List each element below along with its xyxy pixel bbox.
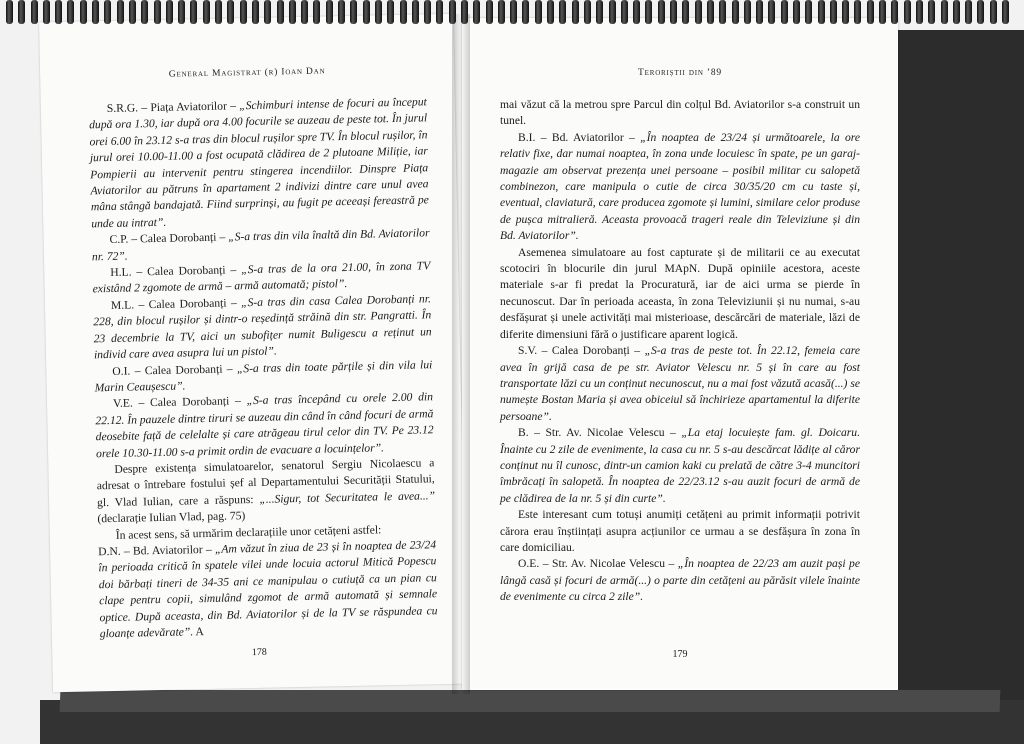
spiral-ring [203,0,210,24]
spiral-ring [793,0,800,24]
spiral-ring [682,0,689,24]
spiral-ring [436,0,443,24]
spiral-ring [609,0,616,24]
spiral-ring [387,0,394,24]
spiral-ring [719,0,726,24]
spiral-ring [154,0,161,24]
spiral-ring [461,0,468,24]
spiral-ring [289,0,296,24]
para-quote: „În noaptea de 23/24 și următoarele, la ore relativ fixe, dar numai noaptea, în zona unde locuiesc în spate, pe un garaj-magazie am observat prezența unei persoane – posibil militar cu salopetă combinezon, care manipula o cutie de circa 30/35/20 cm cu taste și, eventual, claviatură, care producea zgomote și lumini, similare celor produse de pușca mitralieră. Aceasta provoacă trageri reale din Televiziune și din Bd. Aviatorilor”. [500,130,860,243]
spiral-ring [43,0,50,24]
spiral-ring [104,0,111,24]
spiral-ring [166,0,173,24]
spiral-ring [768,0,775,24]
spiral-ring [547,0,554,24]
para-quote: „S-a tras de peste tot. În 22.12, femeia care avea în grijă casa de pe str. Aviator Velescu nr. 5 și în care au fost transportate lăzi cu un conținut necunoscut, nu a mai fost văzută acasă(...) se numește Bostan Maria și avea obiceiul să închirieze apartamentul la diferite persoane”. [500,344,861,423]
para-quote: „Am văzut în ziua de 23 și în noaptea de 23/24 în perioada critică în spatele vilei unde locuia actorul Mitică Popescu doi bărbați tineri de 34-35 ani ce manipulau o cutiuță ca un pian cu clape pentru copii, simulând zgomot de armă automată și semnale optice. După aceasta, din Bd. Aviatorilor și de la TV se răspundea cu gloanțe adevărate”. [98,538,438,641]
spiral-ring [178,0,185,24]
right-running-header: Teroriștii din ’89 [638,68,722,78]
para-lead: Asemenea simulatoare au fost capturate și de militarii ce au executat scotociri în blocurile din jurul MApN. După opiniile acestora, aceste materiale s-ar fi predat la Procuratură, iar de aici urma se pierde în necunoscut. Dar în perioada aceasta, în zona Televiziunii și nu numai, s-au desfășurat și unele activități mai misterioase, descărcări de materiale, lăzi de diferite dimensiuni fără o justificare aparent logică. [500,245,860,341]
paragraph [96,455,435,528]
spiral-ring [854,0,861,24]
spiral-ring [424,0,431,24]
para-lead: C.P. – Calea Dorobanți – [109,230,229,247]
spiral-ring [240,0,247,24]
spiral-ring [326,0,333,24]
spiral-ring [977,0,984,24]
spiral-ring [227,0,234,24]
left-page [39,14,467,693]
para-quote: „S-a tras din toate părțile și din vila lui Marin Ceaușescu”. [94,357,433,395]
para-quote: „S-a tras începând cu orele 2.00 din 22.12. În pauzele dintre tiruri se auzeau din când în când focuri de armă deosebite față de celelalte și care atrăgeau tirul celor din TV. Pe 23.12 orele 10.30-11.00 s-a primit ordin de evacuare a locuințelor”. [95,390,434,460]
paragraph [500,507,860,556]
dark-background-right [895,30,1024,744]
spiral-ring [904,0,911,24]
para-quote: „S-a tras din casa Calea Dorobanți nr. 228, din blocul rușilor și dintr-o reședință străină din str. Pangratti. În 23 decembrie la TV, aici un subofițer numit Buligescu a reținut un individ care avea asupra lui un pistol”. [93,292,432,362]
para-tail: A [193,625,204,639]
left-page-text [89,94,438,642]
spiral-ring [375,0,382,24]
spiral-ring [18,0,25,24]
spiral-ring [756,0,763,24]
spiral-ring [350,0,357,24]
para-lead: S.V. – Calea Dorobanți – [518,344,645,358]
spiral-ring [522,0,529,24]
spiral-ring [670,0,677,24]
paragraph [500,343,860,425]
para-lead: Este interesant cum totuși anumiți cetățeni au primit informații potrivit cărora erau înștiințați asupra acțiunilor ce urmau a se desfășura în zona în care domiciliau. [500,508,860,554]
spiral-ring [412,0,419,24]
spiral-ring [301,0,308,24]
spiral-ring [510,0,517,24]
spiral-ring [117,0,124,24]
spiral-ring [190,0,197,24]
spiral-ring [707,0,714,24]
para-lead: M.L. – Calea Dorobanți – [110,296,242,312]
spiral-ring [867,0,874,24]
paragraph [89,94,430,232]
spiral-ring [928,0,935,24]
paragraph [500,556,860,605]
para-quote: „S-a tras din vila înaltă din Bd. Aviatorilor nr. 72”. [91,226,430,264]
spiral-ring [264,0,271,24]
spiral-ring [449,0,456,24]
paragraph [95,390,434,463]
para-lead: O.I. – Calea Dorobanți – [112,361,238,378]
spiral-ring [953,0,960,24]
paragraph [500,97,860,130]
spiral-ring [842,0,849,24]
spiral-ring [916,0,923,24]
spiral-ring [965,0,972,24]
spiral-ring [363,0,370,24]
spiral-ring [744,0,751,24]
spiral-ring [879,0,886,24]
spiral-ring [732,0,739,24]
para-quote: „S-a tras de la ora 21.00, în zona TV existând 2 zgomote de armă – armă automată; pistol”. [92,259,431,296]
spiral-ring [695,0,702,24]
spiral-ring [596,0,603,24]
spiral-ring [818,0,825,24]
spiral-ring [621,0,628,24]
para-tail: (declarație Iulian Vlad, pag. 75) [97,509,246,526]
right-page [462,18,898,690]
para-lead: mai văzut că la metrou spre Parcul din colțul Bd. Aviatorilor s-a construit un tunel. [500,98,860,128]
spiral-ring [55,0,62,24]
paragraph [93,291,432,364]
para-lead: S.R.G. – Piața Aviatorilor – [106,99,240,116]
spiral-ring [498,0,505,24]
left-page-number: 178 [251,646,267,659]
spiral-ring [67,0,74,24]
spiral-ring [215,0,222,24]
spiral-ring [891,0,898,24]
spiral-ring [31,0,38,24]
para-lead: V.E. – Calea Dorobanți – [112,394,247,411]
book-gutter [452,14,470,694]
spiral-ring [572,0,579,24]
spiral-ring [400,0,407,24]
paragraph [500,130,860,245]
para-lead: B. – Str. Av. Nicolae Velescu – [518,426,682,440]
spiral-ring [805,0,812,24]
para-lead: D.N. – Bd. Aviatorilor – [97,542,216,559]
spiral-ring [313,0,320,24]
left-running-header: General Magistrat (r) Ioan Dan [168,66,326,80]
spiral-binding [0,0,1024,26]
spiral-ring [6,0,13,24]
spiral-ring [338,0,345,24]
spiral-ring [252,0,259,24]
spiral-ring [781,0,788,24]
para-lead: B.I. – Bd. Aviatorilor – [518,130,641,144]
spiral-ring [633,0,640,24]
paragraph [500,245,860,343]
spiral-ring [535,0,542,24]
spiral-ring [559,0,566,24]
spiral-ring [1002,0,1009,24]
spiral-ring [830,0,837,24]
spiral-ring [80,0,87,24]
para-lead: În acest sens, să urmărim declarațiile unor cetățeni astfel: [115,522,382,542]
paragraph [500,425,860,507]
para-quote: „În noaptea de 22/23 am auzit pași pe lângă casă și focuri de armă(...) o parte din cetățeni au părăsit vilele înainte de evenimente cu circa 2 zile”. [500,557,860,604]
spiral-ring [129,0,136,24]
spiral-ring [584,0,591,24]
para-quote: „La etaj locuiește fam. gl. Doicaru. Înainte cu 2 zile de evenimente, la casa cu nr. 5 s-au descărcat lădițe al căror conținut nu îl cunosc, dintr-un camion kaki cu prelată de către 3-4 muncitori îmbrăcați în salopetă. În noaptea de 22/23.12 s-au auzit focuri de armă de pe clădirea de la nr. 5 și din curte”. [500,426,860,505]
para-quote: „...Sigur, tot Securitatea le avea...” [259,488,436,506]
right-page-text [500,97,860,606]
spiral-ring [92,0,99,24]
spiral-ring [658,0,665,24]
spiral-ring [141,0,148,24]
spiral-ring [941,0,948,24]
para-lead: H.L. – Calea Dorobanți – [110,263,242,280]
paragraph [98,537,438,642]
para-quote: „Schimburi intense de focuri au început după ora 1.30, iar după ora 4.00 focurile se auzeau de peste tot. În jurul orei 6.00 în 23.12 s-a tras din blocul rușilor spre TV. În blocul rușilor, în jurul orei 10.00-11.00 a fost ocupată clădirea de 2 plutoane Miliție, iar Pompierii au intervenit pentru stingerea incendiilor. Dinspre Piața Aviatorilor au pătruns în apartament 2 indivizi dintre care unul avea mâna stângă bandajată. Fiind surprinși, au fugit pe aceeași fereastră pe unde au intrat”. [89,95,429,231]
spiral-ring [486,0,493,24]
spiral-ring [277,0,284,24]
page-edge-shadow [60,690,1001,712]
spiral-ring [645,0,652,24]
right-page-number: 179 [672,649,688,660]
spiral-ring [473,0,480,24]
para-lead: O.E. – Str. Av. Nicolae Velescu – [518,557,678,571]
spiral-ring [990,0,997,24]
para-lead: Despre existența simulatoarelor, senatorul Sergiu Nicolaescu a adresat o întrebare fostului șef al Departamentului Securității Statului, gl. Vlad Iulian, care a răspuns: [96,456,435,510]
